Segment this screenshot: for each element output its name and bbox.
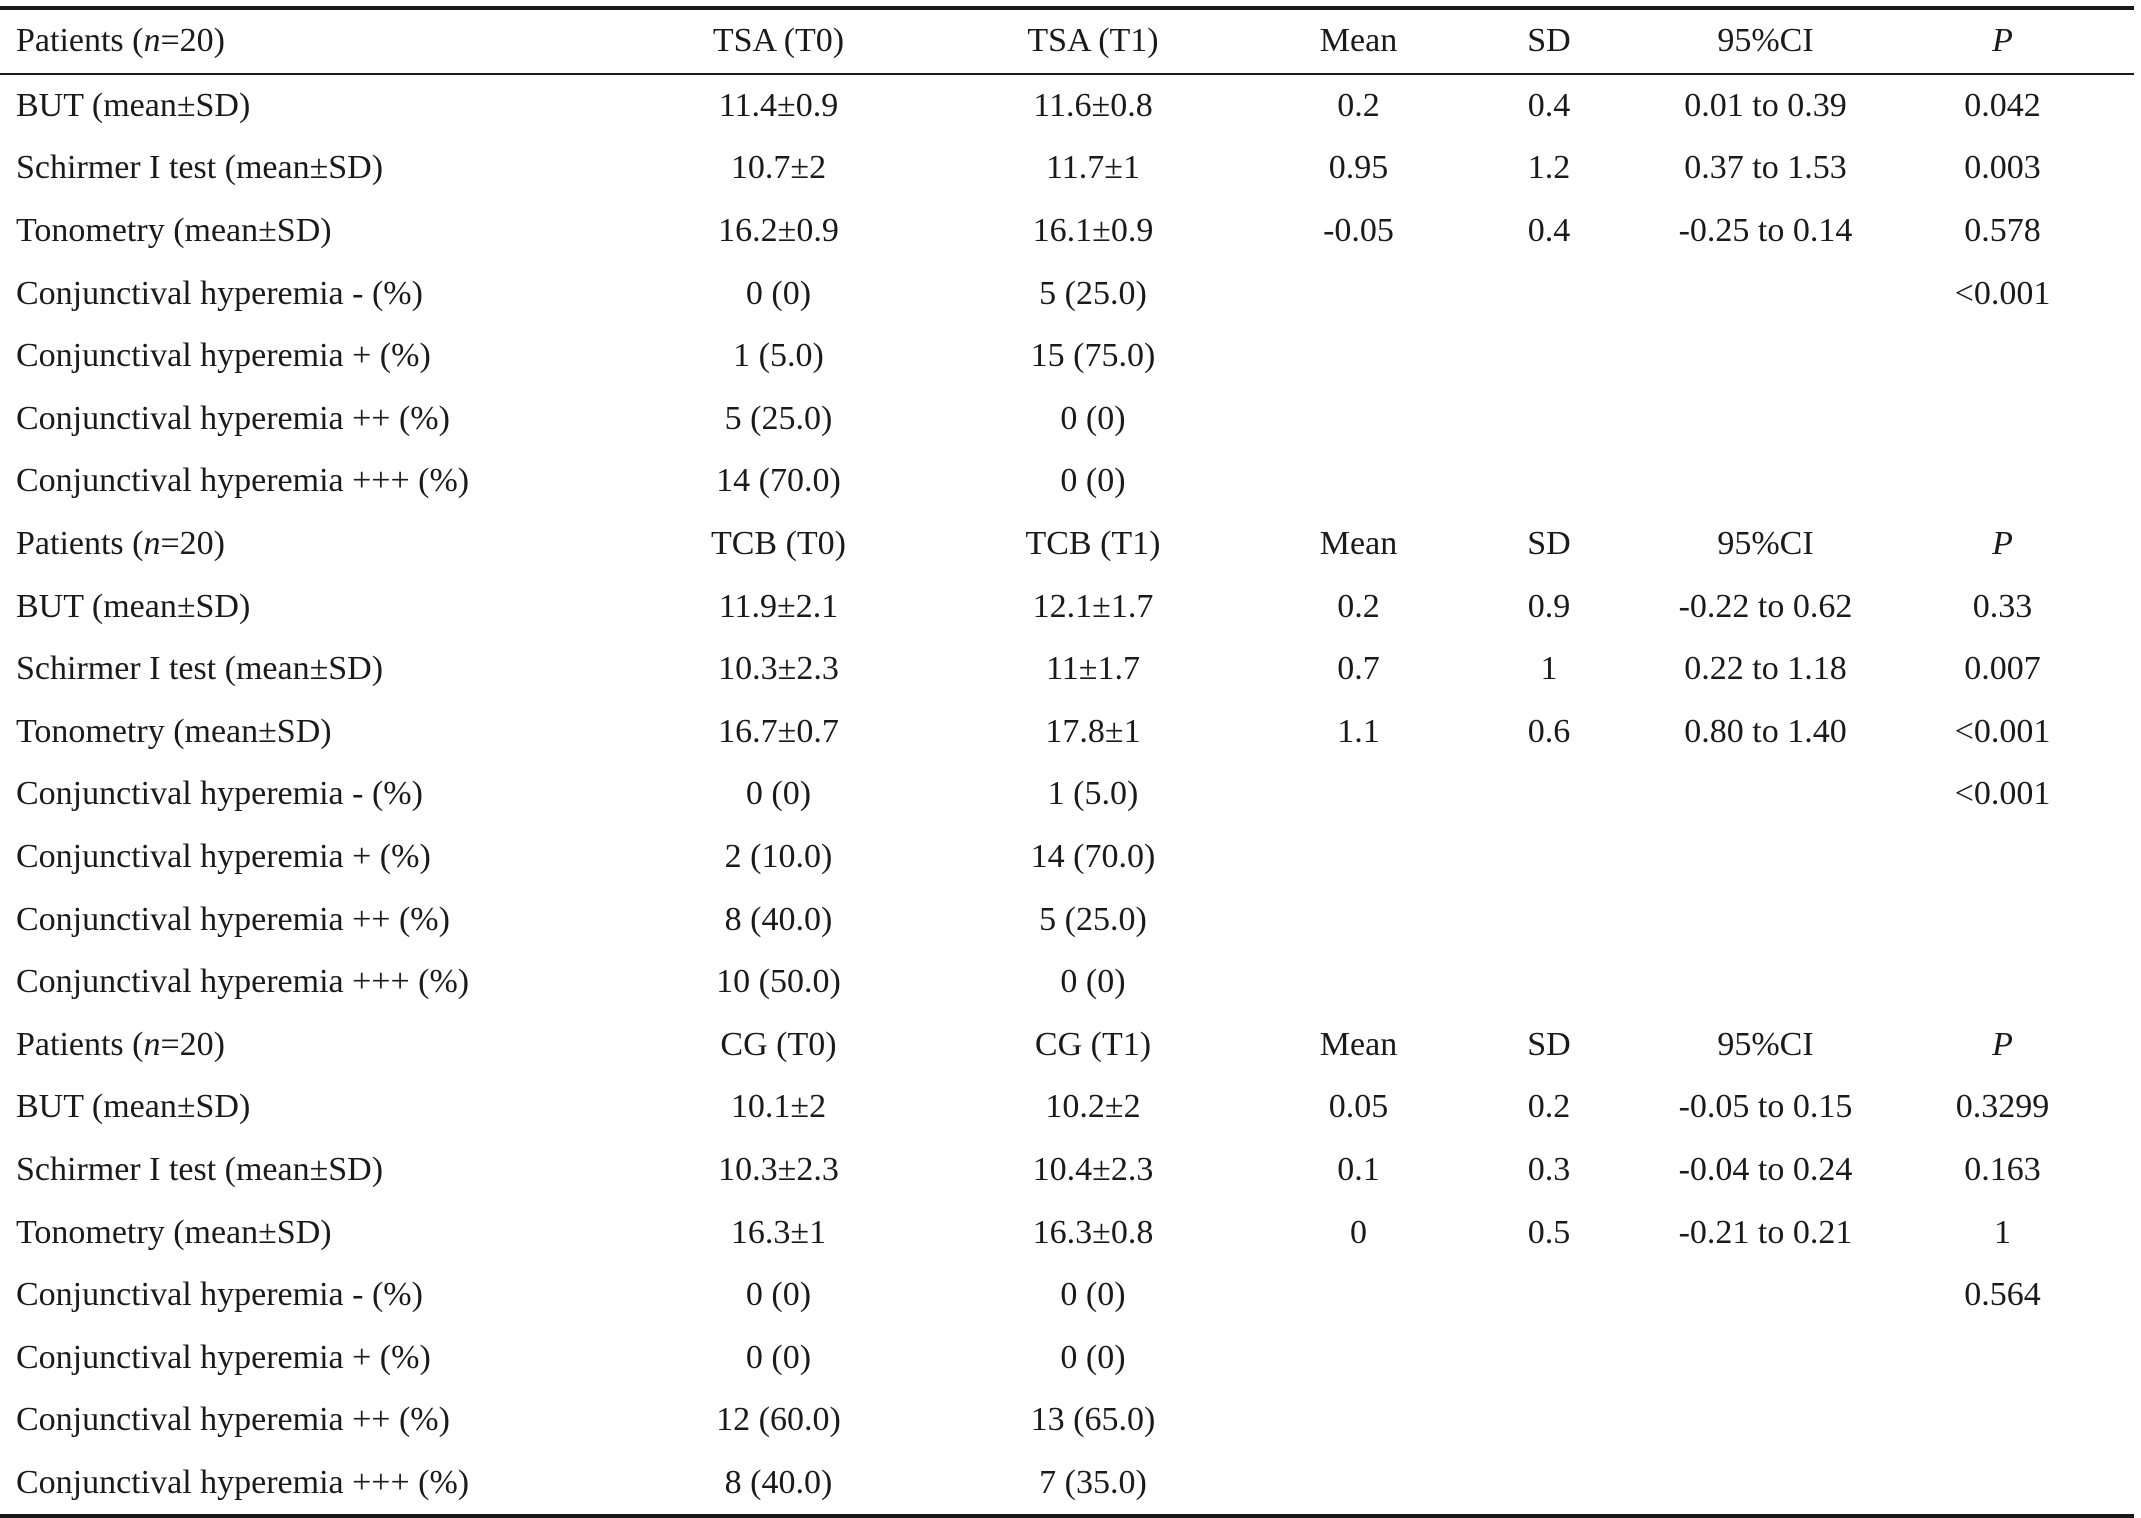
cell-t1: 0 (0) <box>1060 1276 1126 1314</box>
n-symbol: n <box>143 525 161 563</box>
header-mean: Mean <box>1319 525 1398 563</box>
header-p: P <box>1871 8 2134 74</box>
header-sd: SD <box>1527 525 1571 563</box>
table-row <box>0 1076 2134 1139</box>
cell-t0: 5 (25.0) <box>724 399 833 437</box>
table-row <box>0 137 2134 200</box>
cell-p: <0.001 <box>1954 712 2051 750</box>
patients-prefix: Patients ( <box>16 22 144 60</box>
cell-t0: 1 (5.0) <box>733 337 824 375</box>
cell-t0: 16.2±0.9 <box>718 212 839 250</box>
cell-sd: 0.6 <box>1527 712 1571 750</box>
cell-sd <box>1438 826 1660 889</box>
header-ci: 95%CI <box>1660 8 1871 74</box>
table-body <box>0 8 2134 1516</box>
cell-mean <box>1279 826 1438 889</box>
section-header-row <box>0 8 2134 74</box>
cell-sd <box>1438 1326 1660 1389</box>
row-label: Conjunctival hyperemia ++ (%) <box>16 900 450 938</box>
row-label: Conjunctival hyperemia ++ (%) <box>16 1401 450 1439</box>
cell-sd: 0.4 <box>1527 86 1571 124</box>
table-row <box>0 1389 2134 1452</box>
cell-mean: 0.1 <box>1337 1150 1380 1188</box>
cell-mean: -0.05 <box>1323 212 1394 250</box>
table-row <box>0 763 2134 826</box>
cell-mean <box>1279 1389 1438 1452</box>
row-label: Tonometry (mean±SD) <box>16 212 332 250</box>
cell-mean <box>1279 763 1438 826</box>
cell-ci: 0.37 to 1.53 <box>1684 149 1847 187</box>
cell-sd <box>1438 1264 1660 1327</box>
table-row <box>0 638 2134 701</box>
cell-p <box>1871 1452 2134 1517</box>
cell-p <box>1871 1326 2134 1389</box>
cell-mean <box>1279 951 1438 1014</box>
cell-mean: 0.2 <box>1337 86 1380 124</box>
cell-p: 0.007 <box>1964 650 2041 688</box>
cell-t1: 11.7±1 <box>1046 149 1140 187</box>
cell-ci: 0.01 to 0.39 <box>1684 86 1847 124</box>
row-label: BUT (mean±SD) <box>16 1088 251 1126</box>
header-p: P <box>1992 525 2013 563</box>
cell-ci <box>1660 888 1871 951</box>
cell-sd <box>1438 1452 1660 1517</box>
results-table <box>0 6 2134 1518</box>
section-header-row <box>0 1014 2134 1077</box>
cell-ci: -0.22 to 0.62 <box>1678 587 1853 625</box>
row-label: BUT (mean±SD) <box>16 86 251 124</box>
cell-t1: 0 (0) <box>1060 1338 1126 1376</box>
table-row <box>0 325 2134 388</box>
cell-mean <box>1279 1452 1438 1517</box>
cell-p: 0.564 <box>1964 1276 2041 1314</box>
cell-sd <box>1438 325 1660 388</box>
cell-t0: 11.9±2.1 <box>718 587 839 625</box>
patients-prefix: Patients ( <box>16 1025 144 1063</box>
cell-p <box>1871 888 2134 951</box>
cell-sd: 0.9 <box>1527 587 1571 625</box>
patients-prefix: Patients ( <box>16 525 144 563</box>
row-label: Schirmer I test (mean±SD) <box>16 149 384 187</box>
cell-ci <box>1660 450 1871 513</box>
table-row <box>0 1452 2134 1517</box>
cell-mean: 1.1 <box>1337 712 1380 750</box>
header-t1: TCB (T1) <box>1025 525 1161 563</box>
cell-p: 0.578 <box>1964 212 2041 250</box>
cell-t0: 8 (40.0) <box>724 900 833 938</box>
cell-t1: 10.4±2.3 <box>1032 1150 1154 1188</box>
row-label: Conjunctival hyperemia + (%) <box>16 1338 431 1376</box>
row-label: Conjunctival hyperemia + (%) <box>16 337 431 375</box>
cell-p: 0.3299 <box>1955 1088 2050 1126</box>
cell-t1: 5 (25.0) <box>1039 900 1147 938</box>
table-row <box>0 450 2134 513</box>
cell-ci <box>1660 1389 1871 1452</box>
cell-sd: 0.4 <box>1527 212 1571 250</box>
cell-t0: 14 (70.0) <box>716 462 841 500</box>
cell-ci <box>1660 826 1871 889</box>
cell-t0: 10.3±2.3 <box>718 650 839 688</box>
header-mean: Mean <box>1279 8 1438 74</box>
cell-ci: -0.21 to 0.21 <box>1678 1213 1853 1251</box>
cell-t1: 7 (35.0) <box>1039 1463 1147 1501</box>
cell-mean: 0.7 <box>1337 650 1380 688</box>
header-sd: SD <box>1438 8 1660 74</box>
cell-t0: 10.1±2 <box>730 1088 827 1126</box>
cell-p: 0.042 <box>1964 86 2041 124</box>
patients-suffix: =20) <box>160 1025 225 1063</box>
row-label: Tonometry (mean±SD) <box>16 712 332 750</box>
cell-mean <box>1279 1264 1438 1327</box>
cell-t0: 8 (40.0) <box>724 1463 833 1501</box>
cell-p <box>1871 826 2134 889</box>
cell-mean <box>1279 1326 1438 1389</box>
cell-ci: -0.25 to 0.14 <box>1678 212 1853 250</box>
cell-t1: 15 (75.0) <box>1030 337 1156 375</box>
cell-t1: 0 (0) <box>1060 462 1126 500</box>
row-label: Conjunctival hyperemia +++ (%) <box>16 963 470 1001</box>
cell-sd <box>1438 262 1660 325</box>
cell-sd <box>1438 763 1660 826</box>
n-symbol: n <box>143 22 161 60</box>
cell-p: <0.001 <box>1954 274 2051 312</box>
cell-p <box>1871 325 2134 388</box>
cell-mean: 0 <box>1350 1213 1367 1251</box>
header-sd: SD <box>1527 1025 1571 1063</box>
cell-t1: 13 (65.0) <box>1030 1401 1156 1439</box>
row-label: Tonometry (mean±SD) <box>16 1213 332 1251</box>
cell-sd <box>1438 1389 1660 1452</box>
row-label: Conjunctival hyperemia - (%) <box>16 775 423 813</box>
header-t0: CG (T0) <box>720 1025 837 1063</box>
cell-ci: 0.22 to 1.18 <box>1684 650 1847 688</box>
cell-ci <box>1660 325 1871 388</box>
cell-mean: 0.95 <box>1328 149 1389 187</box>
cell-p: <0.001 <box>1954 775 2051 813</box>
cell-t1: 16.3±0.8 <box>1032 1213 1154 1251</box>
cell-t1: 5 (25.0) <box>1039 274 1147 312</box>
cell-ci <box>1660 951 1871 1014</box>
cell-sd <box>1438 888 1660 951</box>
n-symbol: n <box>143 1025 161 1063</box>
header-ci: 95%CI <box>1717 1025 1814 1063</box>
row-label: Conjunctival hyperemia - (%) <box>16 1276 423 1314</box>
cell-t0: 0 (0) <box>745 1276 812 1314</box>
cell-t0: 10 (50.0) <box>716 963 841 1001</box>
header-t1: CG (T1) <box>1034 1025 1152 1063</box>
header-p: P <box>1992 1025 2013 1063</box>
cell-t0: 11.4±0.9 <box>718 86 839 124</box>
cell-t1: 11±1.7 <box>1046 650 1140 688</box>
cell-t1: 1 (5.0) <box>1047 775 1139 813</box>
header-t1: TSA (T1) <box>907 8 1279 74</box>
row-label: Conjunctival hyperemia ++ (%) <box>16 399 450 437</box>
cell-mean: 0.05 <box>1328 1088 1389 1126</box>
table-row <box>0 1201 2134 1264</box>
table-row <box>0 1139 2134 1202</box>
cell-t0: 0 (0) <box>745 1338 812 1376</box>
cell-sd <box>1438 388 1660 451</box>
cell-t1: 14 (70.0) <box>1030 838 1156 876</box>
cell-t1: 10.2±2 <box>1045 1088 1141 1126</box>
cell-t0: 10.7±2 <box>730 149 827 187</box>
row-label: BUT (mean±SD) <box>16 587 251 625</box>
row-label: Conjunctival hyperemia - (%) <box>16 274 423 312</box>
row-label: Conjunctival hyperemia +++ (%) <box>16 1463 470 1501</box>
cell-p: 0.003 <box>1964 149 2041 187</box>
row-label: Schirmer I test (mean±SD) <box>16 650 384 688</box>
row-label: Schirmer I test (mean±SD) <box>16 1150 384 1188</box>
cell-t0: 0 (0) <box>745 775 812 813</box>
table-row <box>0 1264 2134 1327</box>
cell-sd: 1 <box>1540 650 1558 688</box>
cell-ci: 0.80 to 1.40 <box>1684 712 1847 750</box>
cell-mean <box>1279 450 1438 513</box>
cell-sd <box>1438 450 1660 513</box>
patients-header-cell <box>0 1014 650 1077</box>
cell-sd: 0.5 <box>1527 1213 1571 1251</box>
patients-suffix: =20) <box>160 22 225 60</box>
cell-t0: 16.7±0.7 <box>718 712 839 750</box>
cell-t1: 0 (0) <box>1060 963 1126 1001</box>
cell-ci <box>1660 262 1871 325</box>
cell-t1: 12.1±1.7 <box>1032 587 1154 625</box>
cell-ci <box>1660 388 1871 451</box>
cell-p <box>1871 1389 2134 1452</box>
patients-suffix: =20) <box>160 525 225 563</box>
cell-sd: 1.2 <box>1527 149 1571 187</box>
table-row <box>0 575 2134 638</box>
cell-p <box>1871 951 2134 1014</box>
cell-ci <box>1660 763 1871 826</box>
cell-t1: 16.1±0.9 <box>1032 212 1154 250</box>
patients-header-cell <box>0 8 650 74</box>
cell-ci: -0.04 to 0.24 <box>1678 1150 1853 1188</box>
cell-mean: 0.2 <box>1337 587 1380 625</box>
cell-p: 0.33 <box>1972 587 2033 625</box>
cell-t0: 16.3±1 <box>730 1213 827 1251</box>
table-row <box>0 951 2134 1014</box>
cell-mean <box>1279 888 1438 951</box>
cell-p: 0.163 <box>1964 1150 2041 1188</box>
cell-t1: 11.6±0.8 <box>1033 86 1153 124</box>
table-row <box>0 74 2134 138</box>
row-label: Conjunctival hyperemia +++ (%) <box>16 462 470 500</box>
table-row <box>0 200 2134 263</box>
cell-mean <box>1279 262 1438 325</box>
cell-p <box>1871 388 2134 451</box>
cell-mean <box>1279 388 1438 451</box>
header-t0: TSA (T0) <box>650 8 907 74</box>
table-row <box>0 262 2134 325</box>
table-row <box>0 1326 2134 1389</box>
cell-p: 1 <box>1994 1213 2011 1251</box>
cell-t1: 0 (0) <box>1060 399 1126 437</box>
header-t0: TCB (T0) <box>710 525 847 563</box>
header-mean: Mean <box>1319 1025 1398 1063</box>
table-row <box>0 888 2134 951</box>
cell-ci <box>1660 1264 1871 1327</box>
cell-t1: 17.8±1 <box>1045 712 1141 750</box>
cell-ci: -0.05 to 0.15 <box>1678 1088 1853 1126</box>
cell-t0: 0 (0) <box>745 274 812 312</box>
section-header-row <box>0 513 2134 576</box>
cell-t0: 2 (10.0) <box>724 838 833 876</box>
patients-header-cell <box>0 513 650 576</box>
cell-p <box>1871 450 2134 513</box>
cell-sd: 0.2 <box>1527 1088 1571 1126</box>
cell-t0: 12 (60.0) <box>716 1401 841 1439</box>
cell-sd: 0.3 <box>1527 1150 1571 1188</box>
cell-ci <box>1660 1326 1871 1389</box>
cell-ci <box>1660 1452 1871 1517</box>
cell-sd <box>1438 951 1660 1014</box>
cell-t0: 10.3±2.3 <box>718 1150 839 1188</box>
table-row <box>0 388 2134 451</box>
table-row <box>0 701 2134 764</box>
cell-mean <box>1279 325 1438 388</box>
header-ci: 95%CI <box>1717 525 1814 563</box>
row-label: Conjunctival hyperemia + (%) <box>16 838 431 876</box>
table-row <box>0 826 2134 889</box>
